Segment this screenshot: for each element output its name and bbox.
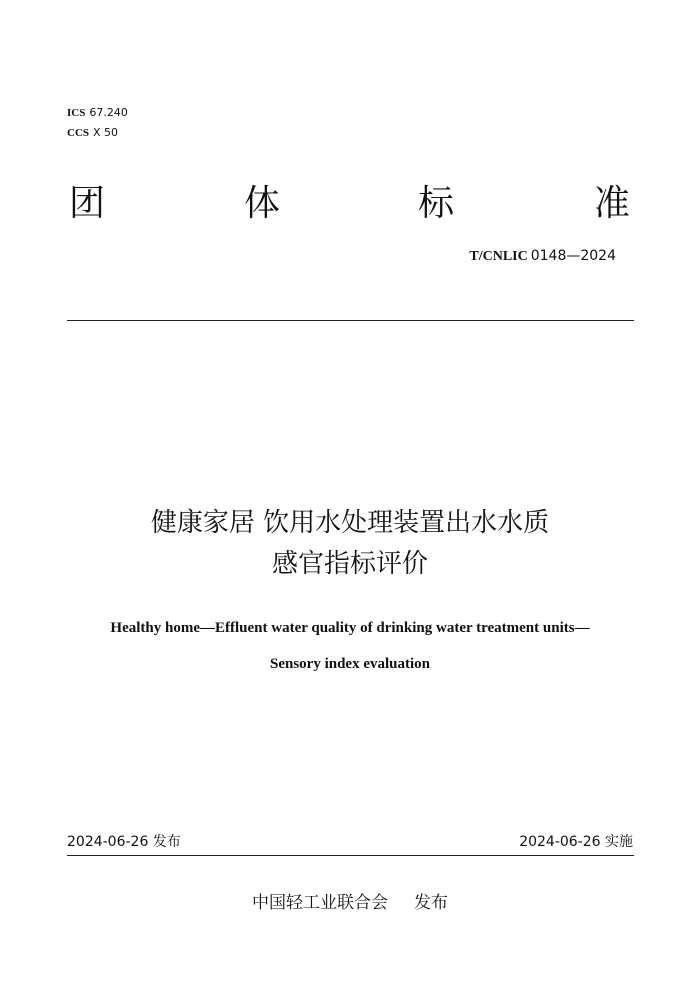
standard-number-value: 0148—2024 — [530, 248, 616, 264]
title-en-line1: Healthy home—Effluent water quality of drinking water treatment units— — [110, 620, 590, 636]
issuer-name: 中国轻工业联合会 — [252, 893, 388, 913]
standard-type-char-4: 准 — [594, 183, 631, 224]
ccs-value: X 50 — [93, 126, 119, 139]
implement-date: 2024-06-26 实施 — [519, 834, 633, 850]
title-en-line2: Sensory index evaluation — [269, 656, 431, 672]
standard-type-char-3: 标 — [418, 183, 455, 224]
ics-line — [67, 103, 128, 123]
standard-number — [469, 248, 616, 265]
title-cn-line2: 感官指标评价 — [271, 549, 428, 579]
issue-date: 2024-06-26 发布 — [67, 834, 181, 850]
ccs-line — [67, 123, 128, 143]
ccs-label: CCS — [67, 127, 90, 139]
issuer — [0, 888, 700, 913]
standard-number-prefix: T/CNLIC — [469, 249, 528, 264]
classification-codes — [67, 103, 128, 143]
standard-type-char-1: 团 — [69, 183, 106, 224]
top-divider — [67, 320, 634, 321]
ics-label: ICS — [67, 107, 86, 119]
standard-type-char-2: 体 — [244, 183, 281, 224]
ics-value: 67.240 — [89, 106, 128, 119]
bottom-divider — [67, 855, 634, 856]
issuer-action: 发布 — [414, 893, 448, 913]
title-cn-line1: 健康家居 饮用水处理装置出水水质 — [150, 508, 550, 538]
